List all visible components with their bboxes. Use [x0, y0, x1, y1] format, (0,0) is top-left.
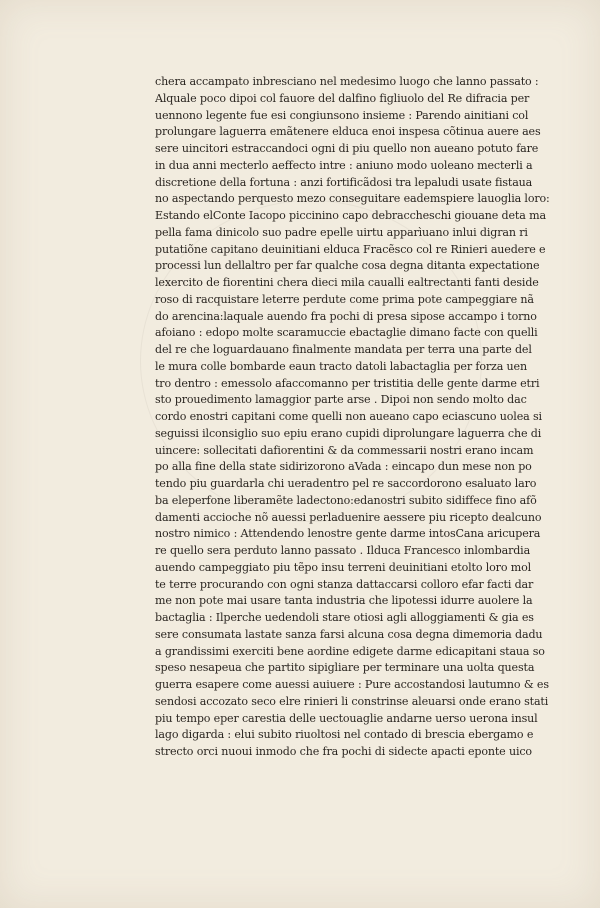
- text-line: damenti accioche nõ auessi perladuenire aessere piu ricepto dealcuno: [155, 510, 542, 524]
- text-line: in dua anni mecterlo aeffecto intre : aniuno modo uoleano mecterli a: [155, 158, 533, 172]
- text-line: sendosi accozato seco elre rinieri li constrinse aleuarsi onde erano stati: [155, 694, 549, 708]
- text-line: ba eleperfone liberamẽte ladectono:edanostri subito sidiffece fino afõ: [155, 493, 537, 507]
- text-line: strecto orci nuoui inmodo che fra pochi di sidecte apacti eponte uico: [155, 745, 532, 758]
- text-line: no aspectando perquesto mezo conseguitare eademspiere lauoglia loro:: [155, 192, 550, 206]
- text-line: cordo enostri capitani come quelli non aueano capo eciascuno uolea si: [155, 410, 542, 423]
- text-line: piu tempo eper carestia delle uectouaglie andarne uerso uerona insul: [155, 711, 538, 725]
- text-line: discretione della fortuna : anzi fortificãdosi tra lepaludi usate fistaua: [155, 175, 533, 189]
- text-line: uennono legente fue esi congiunsono insieme : Parendo ainitiani col: [155, 108, 529, 122]
- text-line: sere consumata lastate sanza farsi alcuna cosa degna dimemoria dadu: [155, 627, 543, 641]
- text-line: le mura colle bombarde eaun tracto datoli labactaglia per forza uen: [155, 359, 527, 373]
- text-line: roso di racquistare leterre perdute come prima pote campeggiare nã: [155, 292, 534, 306]
- text-line: me non pote mai usare tanta industria che lipotessi idurre auolere la: [155, 594, 533, 608]
- text-line: sere uincitori estraccandoci ogni di piu quello non aueano potuto fare: [155, 142, 539, 155]
- text-line: uincere: sollecitati dafiorentini & da commessarii nostri erano incam: [155, 443, 534, 457]
- page-corner: [20, 885, 23, 888]
- text-line: Alquale poco dipoi col fauore del dalfino figliuolo del Re difracia per: [155, 91, 530, 105]
- text-line: putatiõne capitano deuinitiani elduca Fracẽsco col re Rinieri auedere e: [155, 242, 546, 256]
- text-line: re quello sera perduto lanno passato . Ilduca Francesco inlombardia: [155, 544, 531, 557]
- text-line: a grandissimi exerciti bene aordine edigete darme edicapitani staua so: [155, 644, 545, 658]
- text-line: chera accampato inbresciano nel medesimo luogo che lanno passato :: [155, 75, 539, 88]
- body-text-block: [155, 74, 560, 761]
- text-line: po alla fine della state sidirizorono aVada : eincapo dun mese non po: [155, 460, 532, 474]
- text-line: pella fama dinicolo suo padre epelle uirtu apparìuano inlui digran ri: [155, 225, 528, 239]
- text-line: lexercito de fiorentini chera dieci mila caualli ealtrectanti fanti deside: [155, 276, 539, 289]
- text-line: bactaglia : Ilperche uedendoli stare otiosi agli alloggiamenti & gia es: [155, 611, 534, 624]
- text-line: lago digarda : elui subito riuoltosi nel contado di brescia ebergamo e: [155, 728, 534, 742]
- text-line: processi lun dellaltro per far qualche cosa degna ditanta expectatione: [155, 259, 540, 273]
- text-line: afoiano : edopo molte scaramuccie ebactaglie dimano facte con quelli: [155, 326, 538, 340]
- text-line: prolungare laguerra emãtenere elduca enoi inspesa cõtinua auere aes: [155, 125, 541, 139]
- text-line: te terre procurando con ogni stanza dattaccarsi colloro efar facti dar: [155, 577, 534, 591]
- text-line: speso nesapeua che partito sipigliare per terminare una uolta questa: [155, 661, 535, 675]
- text-line: tro dentro : emessolo afaccomanno per tristitia delle gente darme etri: [155, 376, 540, 390]
- text-line: Estando elConte Iacopo piccinino capo debraccheschi giouane deta ma: [155, 209, 546, 222]
- text-line: do arencina:laquale auendo fra pochi di presa sipose accampo i torno: [155, 309, 537, 323]
- text-line: seguissi ilconsiglio suo epiu erano cupidi diprolungare laguerra che di: [155, 426, 542, 440]
- text-line: nostro nimico : Attendendo lenostre gente darme intosCana aricupera: [155, 527, 541, 541]
- text-line: tendo piu guardarla chi ueradentro pel re saccordorono esaluato laro: [155, 477, 537, 490]
- text-line: del re che loguardauano finalmente mandata per terra una parte del: [155, 343, 532, 356]
- text-line: guerra esapere come auessi auiuere : Pure accostandosi lautumno & es: [155, 678, 549, 691]
- text-line: auendo campeggiato piu tẽpo insu terreni deuinitiani etolto loro mol: [155, 560, 532, 574]
- text-line: sto prouedimento lamaggior parte arse . Dipoi non sendo molto dac: [155, 393, 527, 407]
